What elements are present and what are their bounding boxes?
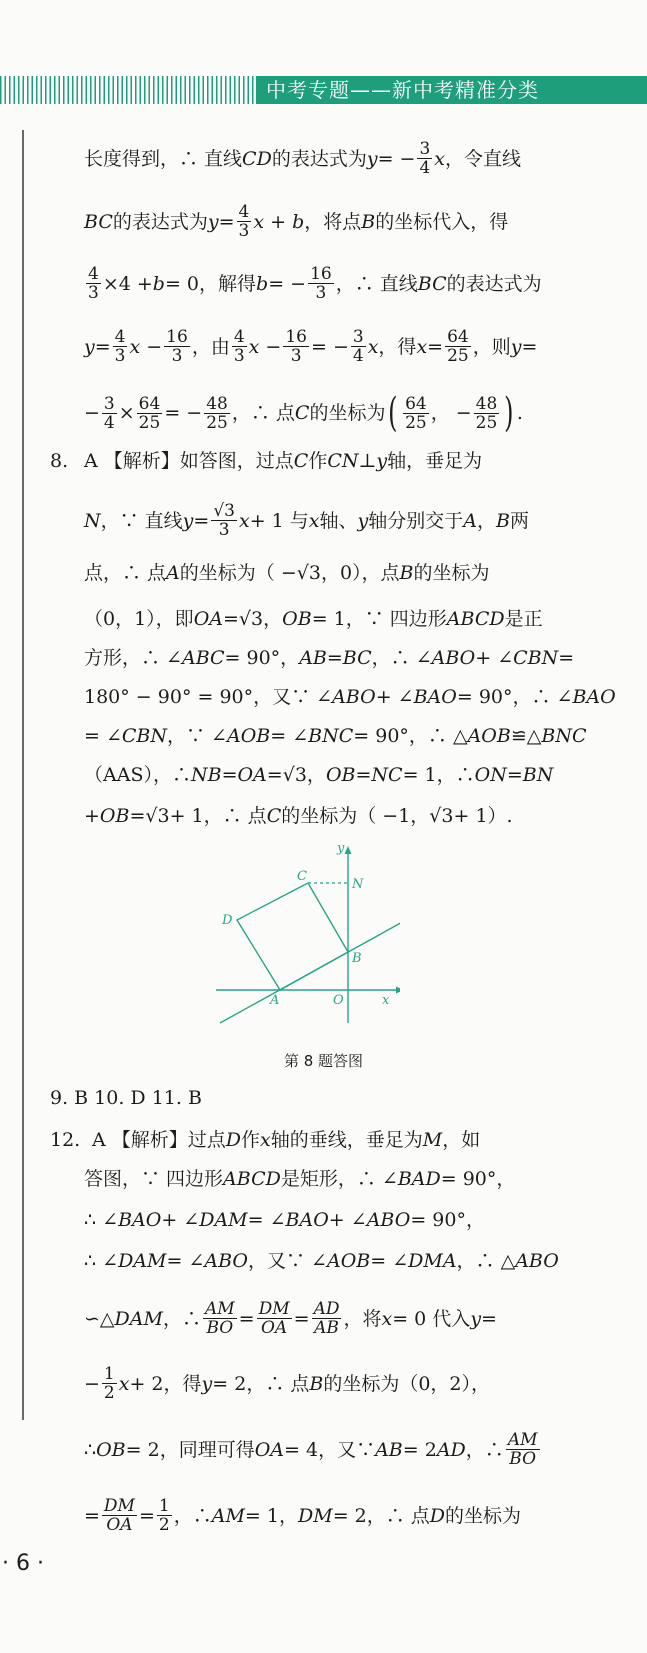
text-line-18: ∴ ∠ BAO + ∠ DAM = ∠ BAO + ∠ ABO = 90°， bbox=[84, 1209, 485, 1231]
x-axis-arrow bbox=[396, 987, 400, 994]
label-c: C bbox=[297, 869, 307, 884]
text-line-8: 点，∴ 点 A 的坐标为（ − √3 ，0），点 B 的坐标为 bbox=[84, 562, 490, 584]
text-line-13: （AAS），∴ NB = OA = √3 ， OB = NC = 1，∴ ON = BN bbox=[84, 764, 554, 786]
label-d: D bbox=[222, 913, 233, 928]
text-line-12: = ∠ CBN ，∵ ∠ AOB = ∠ BNC = 90°，∴ △ AOB ≌△ BNC bbox=[84, 725, 587, 747]
text-line-6: A 【解析】如答图，过点 C 作 CN ⊥ y 轴，垂足为 bbox=[84, 450, 483, 472]
text-line-10: 方形，∴ ∠ ABC = 90°， AB = BC ，∴ ∠ ABO + ∠ CBN = bbox=[84, 647, 575, 669]
header-title: 中考专题——新中考精准分类 bbox=[256, 76, 647, 104]
figure-caption: 第 8 题答图 bbox=[283, 1052, 364, 1070]
label-a: A bbox=[270, 993, 280, 1008]
text-line-22: ∴ OB = 2，同理可得 OA = 4，又∵ AB = 2 AD ，∴ $\frac{AM}{BO}$ bbox=[84, 1430, 538, 1469]
question-number-12: 12. bbox=[50, 1129, 81, 1151]
header-hatch-decoration bbox=[0, 76, 260, 104]
label-n: N bbox=[352, 877, 364, 892]
text-line-14: + OB = √3 + 1，∴ 点 C 的坐标为（ −1， √3 + 1）. bbox=[84, 805, 513, 827]
page-number: · 6 · bbox=[2, 1551, 44, 1576]
text-line-20: ∽△ DAM ，∴ $\frac{AM}{BO}$ = $\frac{DM}{OA}$ = $\frac{AD}{AB}$ ，将 x = 0 代入 y = bbox=[84, 1299, 497, 1338]
label-y: y bbox=[337, 841, 345, 856]
label-b: B bbox=[352, 951, 362, 966]
text-line-16: A 【解析】过点 D 作 x 轴的垂线，垂足为 M ，如 bbox=[92, 1129, 481, 1151]
question-number-8: 8. bbox=[50, 450, 69, 472]
label-o: O bbox=[333, 993, 344, 1008]
text-line-5: − $\frac{3}{4}$ × $\frac{64}{25}$ = − $\frac{48}{25}$ ，∴ 点 C 的坐标为 ( $\frac{64}{25}$ ， − $\frac{48}{25}$ ) . bbox=[84, 390, 523, 436]
left-margin-rule bbox=[22, 130, 24, 1420]
text-line-4: y = $\frac{4}{3}$ x − $\frac{16}{3}$ ，由 $\frac{4}{3}$ x − $\frac{16}{3}$ = − $\frac{3}{4}$ x ，得 x = $\frac{64}{25}$ ，则 y = bbox=[84, 327, 538, 366]
text-line-9: （0，1），即 OA = √3 ， OB = 1，∵ 四边形 ABCD 是正 bbox=[84, 608, 543, 630]
text-line-2: BC 的表达式为 y = $\frac{4}{3}$ x + b ，将点 B 的坐标代入，得 bbox=[84, 202, 509, 241]
square-abcd bbox=[237, 883, 348, 990]
text-line-19: ∴ ∠ DAM = ∠ ABO ，又∵ ∠ AOB = ∠ DMA ，∴ △ ABO bbox=[84, 1250, 559, 1272]
text-line-17: 答图，∵ 四边形 ABCD 是矩形，∴ ∠ BAD = 90°， bbox=[84, 1168, 516, 1190]
text-line-7: N ，∵ 直线 y = $\frac{√3}{3}$ x + 1 与 x 轴、 y 轴分别交于 A ， B 两 bbox=[84, 501, 530, 540]
label-x: x bbox=[382, 993, 390, 1008]
text-line-11: 180° − 90° = 90°，又∵ ∠ ABO + ∠ BAO = 90°，∴ ∠ BAO bbox=[84, 686, 616, 708]
header-band bbox=[0, 76, 647, 104]
text-line-1: 长度得到，∴ 直线 CD 的表达式为 y = − $\frac{3}{4}$ x ，令直线 bbox=[84, 139, 522, 178]
text-line-3: $\frac{4}{3}$ ×4 + b = 0，解得 b = − $\frac{16}{3}$ ，∴ 直线 BC 的表达式为 bbox=[88, 264, 542, 303]
question-8-figure bbox=[200, 838, 400, 1028]
text-line-23: = $\frac{DM}{OA}$ = $\frac{1}{2}$ ，∴ AM = 1， DM = 2，∴ 点 D 的坐标为 bbox=[84, 1496, 522, 1535]
text-line-21: − $\frac{1}{2}$ x + 2，得 y = 2，∴ 点 B 的坐标为（0，2）， bbox=[84, 1364, 491, 1403]
y-axis-arrow bbox=[345, 846, 352, 854]
answers-9-11: 9. B 10. D 11. B bbox=[50, 1087, 202, 1109]
